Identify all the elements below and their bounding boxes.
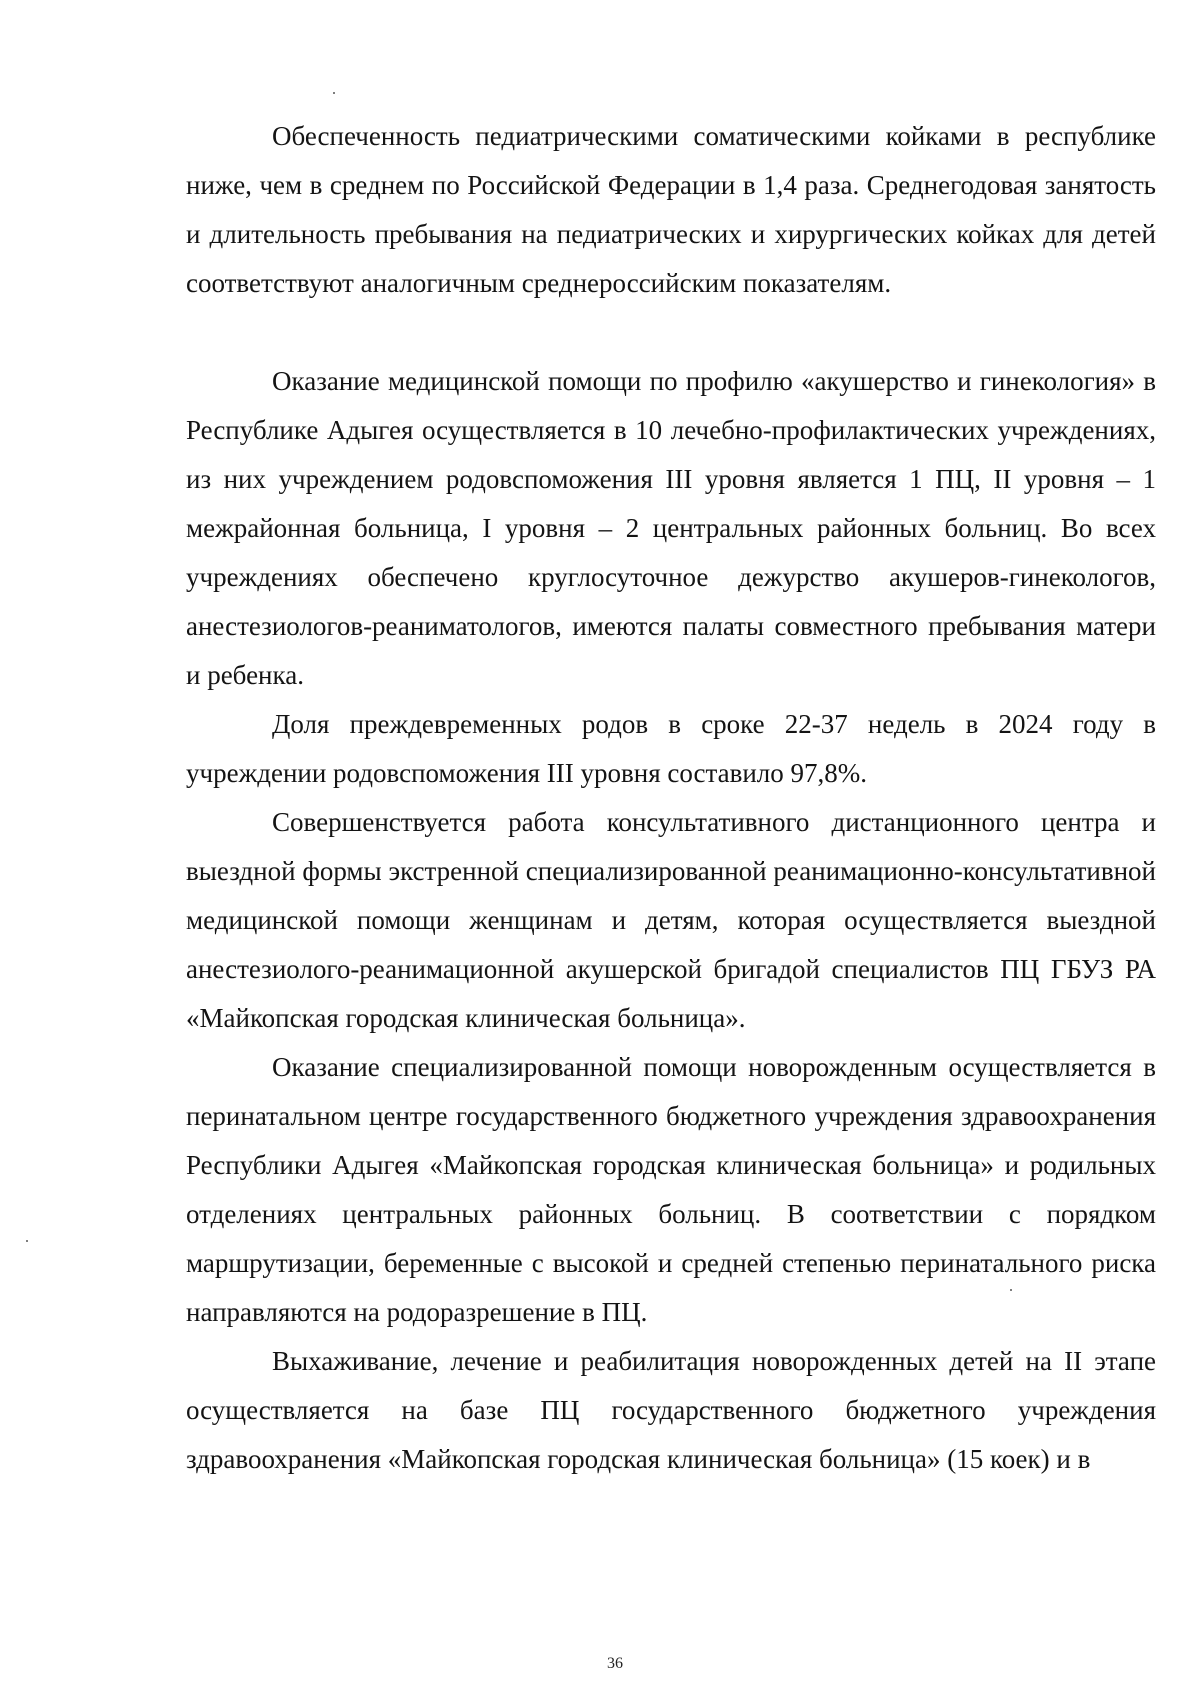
- page-number: 36: [607, 1655, 623, 1672]
- paragraph-newborn-rehabilitation: Выхаживание, лечение и реабилитация новорожденных детей на II этапе осуществляется на базе ПЦ государственного бюджетного учреждения здравоохранения «Майкопская городская клиническая больница» (15 коек) и в: [186, 1346, 1156, 1474]
- paragraph-consultative-center: Совершенствуется работа консультативного дистанционного центра и выездной формы экстренной специализированной реанимационно-консультативной медицинской помощи женщинам и детям, которая осуществляется выездной анестезиолого-реанимационной акушерской бригадой специалистов ПЦ ГБУЗ РА «Майкопская городская клиническая больница».: [186, 807, 1156, 1033]
- scan-speck: [26, 1240, 28, 1242]
- scan-speck: [333, 92, 335, 94]
- paragraph-premature-births: Доля преждевременных родов в сроке 22-37 недель в 2024 году в учреждении родовспоможения III уровня составило 97,8%.: [186, 709, 1156, 788]
- scan-speck: [1010, 1289, 1012, 1291]
- paragraph-obstetrics-care: Оказание медицинской помощи по профилю «акушерство и гинекология» в Республике Адыгея осуществляется в 10 лечебно-профилактических учреждениях, из них учреждением родовспоможения III уровня является 1 ПЦ, II уровня – 1 межрайонная больница, I уровня – 2 центральных районных больниц. Во всех учреждениях обеспечено круглосуточное дежурство акушеров-гинекологов, анестезиологов-реаниматологов, имеются палаты совместного пребывания матери и ребенка.: [186, 366, 1156, 690]
- paragraph-newborn-care: Оказание специализированной помощи новорожденным осуществляется в перинатальном центре государственного бюджетного учреждения здравоохранения Республики Адыгея «Майкопская городская клиническая больница» и родильных отделениях центральных районных больниц. В соответствии с порядком маршрутизации, беременные с высокой и средней степенью перинатального риска направляются на родоразрешение в ПЦ.: [186, 1052, 1156, 1327]
- document-body: [186, 112, 1156, 1484]
- paragraph-pediatric-beds: Обеспеченность педиатрическими соматическими койками в республике ниже, чем в среднем по Российской Федерации в 1,4 раза. Среднегодовая занятость и длительность пребывания на педиатрических и хирургических койках для детей соответствуют аналогичным среднероссийским показателям.: [186, 121, 1156, 298]
- paragraph-gap: [186, 308, 1156, 357]
